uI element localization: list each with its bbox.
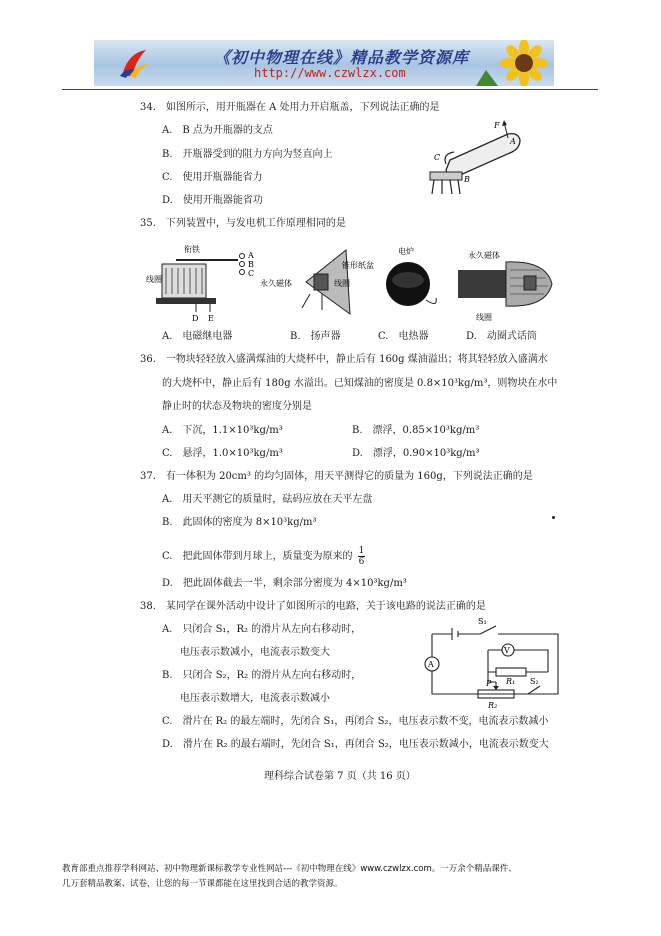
- relay-terminal-a: A: [248, 251, 254, 260]
- q36-option-c: C. 悬浮，1.0×10³kg/m³: [162, 448, 283, 459]
- footer-note-line-1: 教育部重点推荐学科网站、初中物理新课标教学专业性网站---《初中物理在线》www.czwlzx.com。一万余个精品课件、: [62, 864, 517, 874]
- relay-coil-label: 线圈: [146, 275, 162, 284]
- bottle-opener-figure: [420, 118, 530, 198]
- mic-coil-label: 线圈: [476, 313, 492, 322]
- mic-magnet-label: 永久磁体: [468, 251, 500, 260]
- speaker-cone-label: 锥形纸盆: [342, 261, 374, 270]
- site-logo-icon: [116, 46, 150, 80]
- speaker-coil-label: 线圈: [334, 279, 350, 288]
- q38-option-b-line-1: B. 只闭合 S₂，R₂ 的滑片从左向右移动时，: [162, 670, 362, 681]
- q35-option-c: C. 电热器: [378, 331, 429, 342]
- heater-label: 电炉: [398, 247, 414, 256]
- q34-label-b: B: [464, 175, 470, 184]
- q37-stem: 37. 有一体积为 20cm³ 的均匀固体，用天平测得它的质量为 160g，下列说法正确的是: [140, 471, 533, 482]
- q37-fraction: [358, 546, 366, 567]
- circuit-label-a: A: [428, 660, 434, 669]
- relay-e-label: E: [208, 314, 214, 322]
- q37-option-d: D. 把此固体截去一半，剩余部分密度为 4×10³kg/m³: [162, 578, 407, 589]
- q37-option-c: [162, 546, 365, 567]
- circuit-diagram: [418, 614, 568, 710]
- relay-iron-label: 衔铁: [184, 245, 200, 254]
- q34-label-a: A: [510, 137, 516, 146]
- q36-line-1: 36. 一物块轻轻放入盛满煤油的大烧杯中，静止后有 160g 煤油溢出；将其轻轻放入盛满水: [140, 354, 548, 365]
- relay-terminal-b: B: [248, 260, 254, 269]
- site-footer-note: [62, 862, 622, 892]
- q34-option-a: A. B 点为开瓶器的支点: [162, 125, 273, 136]
- q36-line-3: 静止时的状态及物块的密度分别是: [162, 401, 312, 412]
- speaker-magnet-label: 永久磁体: [260, 279, 292, 288]
- sunflower-icon: [476, 40, 554, 86]
- q35-option-b: B. 扬声器: [290, 331, 341, 342]
- circuit-label-s2: S₂: [530, 677, 539, 686]
- q37-option-c-text: C. 把此固体带到月球上，质量变为原来的: [162, 551, 353, 562]
- q38-option-c: C. 滑片在 R₂ 的最左端时，先闭合 S₁，再闭合 S₂，电压表示数不变，电流表示数减小: [162, 716, 549, 727]
- site-banner: [94, 40, 554, 86]
- relay-d-label: D: [192, 314, 199, 322]
- q34-label-c: C: [434, 153, 441, 162]
- q34-option-d: D. 使用开瓶器能省功: [162, 195, 263, 206]
- banner-url[interactable]: http://www.czwlzx.com: [254, 66, 406, 80]
- q38-stem: 38. 某同学在课外活动中设计了如图所示的电路，关于该电路的说法正确的是: [140, 601, 486, 612]
- q36-option-a: A. 下沉，1.1×10³kg/m³: [162, 425, 283, 436]
- q34-stem: 34. 如图所示，用开瓶器在 A 处用力开启瓶盖，下列说法正确的是: [140, 102, 440, 113]
- q36-option-b: B. 漂浮，0.85×10³kg/m³: [352, 425, 480, 436]
- page-number-footer: 理科综合试卷第 7 页（共 16 页）: [264, 771, 416, 782]
- q38-option-a-line-2: 电压表示数减小，电流表示数变大: [180, 647, 330, 658]
- speaker-diagram: [260, 250, 374, 314]
- q34-option-b: B. 开瓶器受到的阻力方向为竖直向上: [162, 149, 333, 160]
- q35-option-d: D. 动圈式话筒: [466, 331, 537, 342]
- q37-option-b: B. 此固体的密度为 8×10³kg/m³: [162, 517, 317, 528]
- relay-terminal-c: C: [248, 269, 255, 278]
- q38-option-b-line-2: 电压表示数增大，电流表示数减小: [180, 693, 330, 704]
- q35-stem: 35. 下列装置中，与发电机工作原理相同的是: [140, 218, 346, 229]
- q34-option-c: C. 使用开瓶器能省力: [162, 172, 263, 183]
- header-divider: [62, 89, 598, 90]
- circuit-label-v: V: [504, 646, 510, 655]
- q36-line-2: 的大烧杯中，静止后有 180g 水溢出。已知煤油的密度是 0.8×10³kg/m³，则物块在水中: [162, 378, 558, 389]
- banner-title: 《初中物理在线》精品教学资源库: [214, 48, 470, 67]
- q38-option-d: D. 滑片在 R₂ 的最右端时，先闭合 S₁，再闭合 S₂，电压表示数减小，电流表示数变大: [162, 739, 549, 750]
- circuit-label-p: P: [486, 679, 492, 688]
- relay-diagram: [146, 244, 254, 322]
- microphone-diagram: [458, 250, 552, 322]
- scan-dot: [552, 516, 555, 519]
- circuit-label-r1: R₁: [506, 677, 516, 686]
- q37-fraction-denominator: 6: [358, 557, 365, 567]
- q37-fraction-numerator: 1: [358, 546, 365, 556]
- q35-option-a: A. 电磁继电器: [162, 331, 233, 342]
- circuit-label-r2: R₂: [488, 701, 498, 710]
- q38-option-a-line-1: A. 只闭合 S₁，R₂ 的滑片从左向右移动时，: [162, 624, 362, 635]
- q35-devices-figure: [146, 242, 566, 322]
- heater-diagram: [386, 246, 436, 306]
- q37-option-a: A. 用天平测它的质量时，砝码应放在天平左盘: [162, 494, 373, 505]
- q36-option-d: D. 漂浮，0.90×10³kg/m³: [352, 448, 480, 459]
- circuit-label-s1: S₁: [478, 617, 487, 626]
- footer-note-line-2: 几万套精品教案、试卷，让您的每一节课都能在这里找到合适的教学资源。: [62, 879, 343, 889]
- q34-label-f: F: [494, 121, 500, 130]
